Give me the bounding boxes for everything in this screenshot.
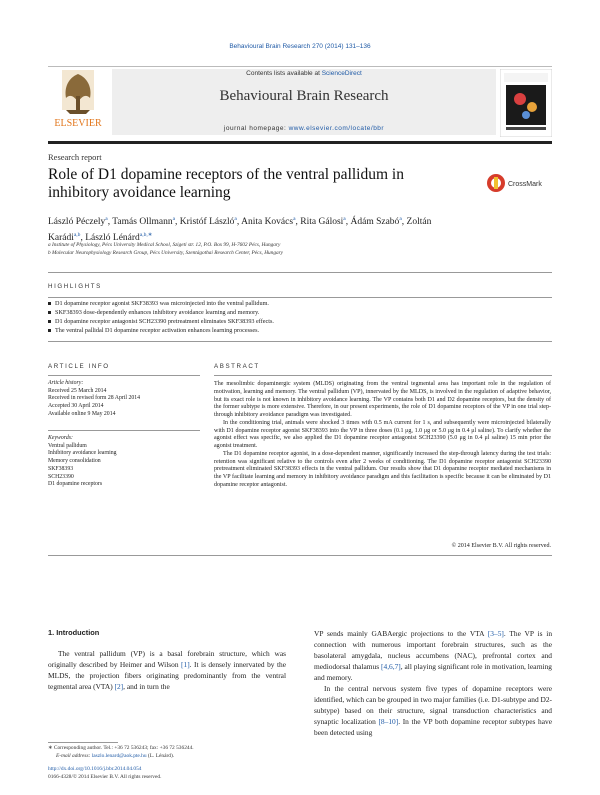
bullet-icon — [48, 320, 51, 323]
history-item: Available online 9 May 2014 — [48, 410, 116, 417]
highlight-item: D1 dopamine receptor antagonist SCH23390 pretreatment eliminates SKF38393 effects. — [48, 318, 552, 325]
svg-text:CrossMark: CrossMark — [508, 181, 542, 188]
citation-link[interactable]: [2] — [114, 682, 124, 691]
author: Ádám Szabó$^a$ — [350, 216, 402, 228]
author: Kristóf László$^a$ — [179, 216, 237, 228]
email-suffix: (L. Lénárd). — [147, 753, 175, 759]
article-info-heading: ARTICLE INFO — [48, 363, 110, 370]
keyword: SCH23390 — [48, 473, 74, 480]
affiliation-a: a Institute of Physiology, Pécs University Medical School, Szigeti str. 12, P.O. Box 99, H-7602 Pécs, Hungary — [48, 242, 281, 248]
citation-link[interactable]: [8–10] — [378, 717, 399, 726]
keyword: Inhibitory avoidance learning — [48, 450, 117, 457]
article-title: Role of D1 dopamine receptors of the ventral pallidum in inhibitory avoidance learning — [48, 166, 404, 201]
doi-link[interactable]: http://dx.doi.org/10.1016/j.bbr.2014.04.054 — [48, 766, 142, 772]
contents-line — [112, 70, 496, 77]
divider — [48, 375, 200, 376]
divider — [48, 341, 552, 342]
author-list: László Péczely$^a$, Tamás Ollmann$^a$, Kristóf László$^a$, Anita Kovács$^a$, Rita Gálosi$^a$, Ádám Szabó$^a$, Zoltán Karádi$^{a,b}$, László Lénárd$^{a,b,∗}$ — [48, 216, 432, 244]
crossmark-badge[interactable] — [486, 172, 552, 194]
divider — [48, 430, 200, 431]
journal-cover-thumbnail — [500, 69, 552, 137]
issn-line: 0166-4328/© 2014 Elsevier B.V. All rights reserved. — [48, 774, 162, 780]
history-item: Received in revised form 28 April 2014 — [48, 395, 141, 402]
keyword: Memory consolidation — [48, 458, 101, 465]
abstract-body — [214, 381, 551, 490]
contents-prefix: Contents lists available at — [246, 70, 320, 77]
article-history — [48, 380, 198, 419]
keywords-label: Keywords: — [48, 435, 73, 441]
section-heading-introduction: 1. Introduction — [48, 628, 100, 637]
svg-text:ELSEVIER: ELSEVIER — [54, 118, 102, 129]
abstract-heading: ABSTRACT — [214, 363, 260, 370]
highlights-heading: HIGHLIGHTS — [48, 283, 102, 290]
article-type: Research report — [48, 152, 102, 162]
author: Tamás Ollmann$^a$ — [112, 216, 176, 228]
bullet-icon — [48, 329, 51, 332]
divider — [48, 272, 552, 273]
homepage-link[interactable]: www.elsevier.com/locate/bbr — [288, 125, 385, 132]
keyword: D1 dopamine receptors — [48, 481, 103, 488]
footnote-divider — [48, 742, 118, 743]
keyword: SKF38393 — [48, 465, 74, 472]
bullet-icon — [48, 302, 51, 305]
intro-left-column — [48, 648, 286, 692]
highlight-item: SKF38393 dose-dependently enhances inhibitory avoidance learning and memory. — [48, 309, 552, 316]
elsevier-logo — [48, 68, 108, 134]
abstract-copyright: © 2014 Elsevier B.V. All rights reserved. — [451, 543, 551, 549]
highlight-item: D1 dopamine receptor agonist SKF38393 was microinjected into the ventral pallidum. — [48, 300, 552, 307]
citation-link[interactable]: [4,6,7] — [381, 662, 401, 671]
citation-link[interactable]: [1] — [181, 660, 190, 669]
bullet-icon — [48, 311, 51, 314]
intro-paragraph: In the central nervous system five types of dopamine receptors were identified, which can be grouped in two major families (i.e. D1-subtype and D2-subtype) based on their structure, signal transduction characteristics and synaptic localization [8–10]. In the VP both dopamine receptor subtypes have been detected using — [314, 684, 552, 737]
history-item: Accepted 30 April 2014 — [48, 403, 104, 410]
email-label: E-mail address: — [56, 753, 91, 759]
email-link[interactable]: laszlo.lenard@aok.pte.hu — [91, 753, 147, 759]
intro-paragraph: The ventral pallidum (VP) is a basal forebrain structure, which was originally described by Heimer and Wilson [1]. It is densely innervated by the MLDS, the projection fibers originating predominantly from the ventral tegmental area (VTA) [2], and in turn the — [48, 649, 286, 691]
abstract-paragraph: The D1 dopamine receptor agonist, in a dose-dependent manner, significantly increased the step-through latency during the test trials: retention was significant relative to the controls even after 2 weeks of conditioning. The D1 dopamine receptor antagonist SCH23390 pretreatment eliminated SKF38393 effects in the ventral pallidum. Our results show that D1 dopamine receptor mediated mechanisms in the VP facilitate learning and memory in inhibitory avoidance paradigm and this facilitation is specific because it can be eliminated by D1 dopamine receptor antagonist. — [214, 450, 551, 488]
affiliation-b: b Molecular Neurophysiology Research Group, Pécs University, Szentágothai Research Center, Pécs, Hungary — [48, 250, 284, 256]
author: László Lénárd$^{a,b,∗}$ — [85, 232, 153, 244]
divider — [48, 555, 552, 556]
keywords-block — [48, 435, 198, 489]
journal-homepage — [112, 125, 496, 132]
abstract-paragraph: In the conditioning trial, animals were shocked 3 times with 0.5 mA current for 1 s, and subsequently were microinjected bilaterally with D1 dopamine receptor agonist SKF38393 into the VP in three doses (0.1 μg, 1.0 μg or 5.0 μg in 0.4 μl saline). To clarify whether the agonist effect was specific, we also applied the D1 dopamine receptor antagonist SCH23390 (5.0 μg in 0.4 μl saline) 15 min prior the agonist treatment. — [214, 419, 551, 449]
citation-link[interactable]: [3–5] — [487, 629, 504, 638]
homepage-label: journal homepage: — [223, 125, 287, 132]
divider — [48, 297, 552, 298]
email-note — [48, 753, 306, 759]
author: Anita Kovács$^a$ — [241, 216, 296, 228]
history-label: Article history: — [48, 380, 84, 386]
highlight-item: The ventral pallidal D1 dopamine receptor activation enhances learning processes. — [48, 327, 552, 334]
journal-title: Behavioural Brain Research — [219, 88, 389, 104]
corresponding-author-note: ∗ Corresponding author. Tel.: +36 72 536243; fax: +36 72 536244. — [48, 745, 194, 751]
keyword: Ventral pallidum — [48, 442, 87, 449]
author: László Péczely$^a$ — [48, 216, 108, 228]
author: Rita Gálosi$^a$ — [300, 216, 346, 228]
intro-paragraph: VP sends mainly GABAergic projections to the VTA [3–5]. The VP is in connection with numerous important forebrain structures, such as the basolateral amygdala, nucleus accumbens (NAC), prefrontal cortex and mediodorsal thalamus [4,6,7], all playing significant role in motivation, learning and memory. — [314, 629, 553, 682]
divider — [214, 375, 552, 376]
history-item: Received 25 March 2014 — [48, 387, 107, 394]
abstract-paragraph: The mesolimbic dopaminergic system (MLDS) originating from the ventral tegmental area has important role in the regulation of motivation, learning and memory. The ventral pallidum (VP), innervated by the MLDS, is involved in the regulation of adaptive behavior, but its exact role is not known in inhibitory avoidance learning. The VP contains both D1 and D2 dopamine receptors, but the density of the former subtype is more extensive. Therefore, in our present experiments, the role of D1 dopamine receptors of the VP in one trial step-through inhibitory avoidance paradigm was investigated. — [214, 381, 551, 418]
journal-citation[interactable]: Behavioural Brain Research 270 (2014) 131–136 — [229, 43, 371, 50]
sciencedirect-link[interactable]: ScienceDirect — [321, 70, 362, 77]
intro-right-column — [314, 628, 552, 738]
author: Zoltán Karádi$^{a,b}$ — [48, 217, 432, 244]
